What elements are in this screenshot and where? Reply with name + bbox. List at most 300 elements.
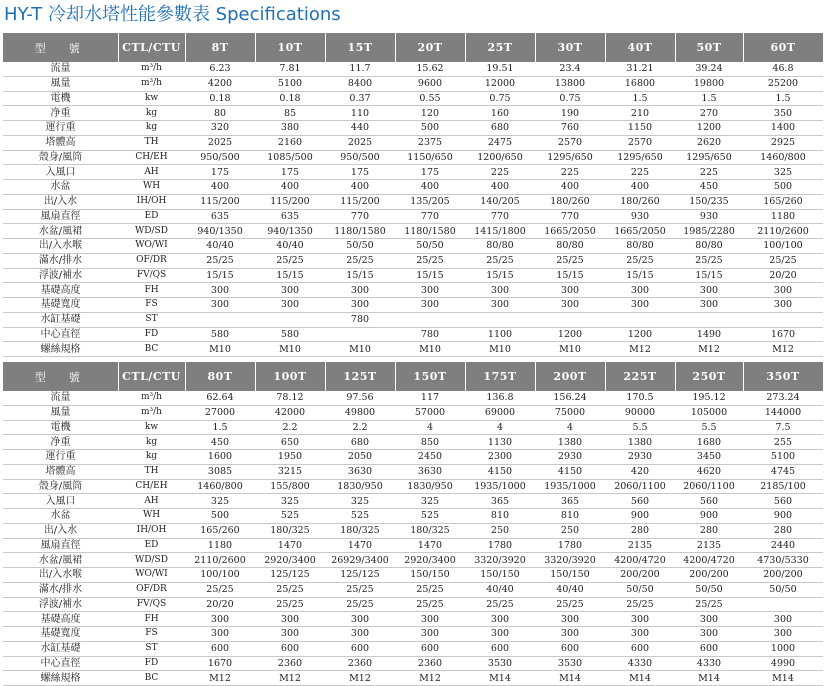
table-cell: 300 (605, 627, 675, 642)
model-column-header: 150T (395, 362, 465, 391)
table-cell: 110 (325, 106, 395, 121)
table-cell: 3530 (535, 656, 605, 671)
table-cell: 1180/1580 (395, 224, 465, 239)
table-cell: 1780 (465, 538, 535, 553)
row-parameter-name: 入風口 (3, 165, 118, 180)
table-cell: 3085 (185, 464, 255, 479)
row-unit-code: FH (118, 612, 185, 627)
row-unit-code: m³/h (118, 391, 185, 405)
table-cell: 300 (185, 298, 255, 313)
table-cell: 125/125 (255, 568, 325, 583)
table-row (3, 523, 823, 538)
table-cell: 160 (465, 106, 535, 121)
table-cell: 4 (395, 420, 465, 435)
table-cell: 155/800 (255, 479, 325, 494)
table-cell: 0.18 (185, 91, 255, 106)
table-cell: 325 (743, 165, 823, 180)
table-cell: 760 (535, 121, 605, 136)
table-cell: 300 (465, 612, 535, 627)
model-column-header: 225T (605, 362, 675, 391)
table-row (3, 76, 823, 91)
table-row (3, 671, 823, 686)
table-cell: 320 (185, 121, 255, 136)
table-cell: 0.18 (255, 91, 325, 106)
table-cell: 25/25 (255, 597, 325, 612)
row-parameter-name: 水缸基礎 (3, 312, 118, 327)
table-cell: 175 (255, 165, 325, 180)
table-cell: M12 (675, 342, 743, 357)
table-cell: 78.12 (255, 391, 325, 405)
table-cell: 600 (675, 641, 743, 656)
table-cell: 25/25 (743, 253, 823, 268)
table-cell: 780 (325, 312, 395, 327)
table-cell: 150/150 (465, 568, 535, 583)
table-cell: M14 (675, 671, 743, 686)
row-parameter-name: 塔體高 (3, 135, 118, 150)
table-row (3, 568, 823, 583)
table-cell: 2060/1100 (675, 479, 743, 494)
table-row (3, 450, 823, 465)
table-cell: 5100 (743, 450, 823, 465)
table-cell: 125/125 (325, 568, 395, 583)
table-cell: M12 (395, 671, 465, 686)
table-cell: 365 (535, 494, 605, 509)
table-cell: 225 (535, 165, 605, 180)
table-cell: M14 (743, 671, 823, 686)
table-cell: 930 (605, 209, 675, 224)
table-row (3, 479, 823, 494)
table-cell: 255 (743, 435, 823, 450)
spec-table-2 (3, 362, 824, 686)
model-column-header: 30T (535, 33, 605, 62)
table-cell: 115/200 (255, 194, 325, 209)
table-cell: 560 (605, 494, 675, 509)
row-parameter-name: 殼身/風筒 (3, 479, 118, 494)
table-cell: 1295/650 (605, 150, 675, 165)
table-cell: 1935/1000 (535, 479, 605, 494)
table-cell: 2110/2600 (743, 224, 823, 239)
table-row (3, 420, 823, 435)
table-cell: 1200/650 (465, 150, 535, 165)
table-cell: 15.62 (395, 62, 465, 76)
table-cell: 120 (395, 106, 465, 121)
table-row (3, 283, 823, 298)
table-cell: 25/25 (185, 582, 255, 597)
table-cell: 300 (185, 283, 255, 298)
row-parameter-name: 螺絲規格 (3, 671, 118, 686)
table-cell: 325 (255, 494, 325, 509)
table-cell: 195.12 (675, 391, 743, 405)
row-parameter-name: 水盆 (3, 509, 118, 524)
table-cell: 25/25 (255, 582, 325, 597)
table-cell (675, 312, 743, 327)
table-cell: 4330 (605, 656, 675, 671)
table-row (3, 612, 823, 627)
row-parameter-name: 塔體高 (3, 464, 118, 479)
table-cell: M12 (255, 671, 325, 686)
table-cell: 2620 (675, 135, 743, 150)
model-column-header: 25T (465, 33, 535, 62)
table-cell: 300 (185, 627, 255, 642)
table-row (3, 327, 823, 342)
row-unit-code: CH/EH (118, 150, 185, 165)
table-cell: 4990 (743, 656, 823, 671)
table-cell: 350 (743, 106, 823, 121)
table-cell: 300 (605, 298, 675, 313)
row-parameter-name: 水盆/風裙 (3, 224, 118, 239)
table-cell: 270 (675, 106, 743, 121)
table-cell: 25/25 (185, 253, 255, 268)
table-cell: 900 (743, 509, 823, 524)
row-parameter-name: 風量 (3, 405, 118, 420)
table-row (3, 135, 823, 150)
table-cell: 190 (535, 106, 605, 121)
table-cell: 1180 (185, 538, 255, 553)
table-cell: 300 (465, 298, 535, 313)
row-unit-code: AH (118, 494, 185, 509)
row-unit-code: WH (118, 180, 185, 195)
table-cell: 300 (325, 298, 395, 313)
table-cell: 1985/2280 (675, 224, 743, 239)
table-cell: 20/20 (743, 268, 823, 283)
row-parameter-name: 中心直徑 (3, 327, 118, 342)
table-cell: 1295/650 (535, 150, 605, 165)
table-cell: 80 (185, 106, 255, 121)
row-unit-code: TH (118, 135, 185, 150)
table-cell: 7.81 (255, 62, 325, 76)
table-cell: 400 (395, 180, 465, 195)
table-cell: 170.5 (605, 391, 675, 405)
table-cell: 770 (465, 209, 535, 224)
table-cell (325, 327, 395, 342)
row-unit-code: OF/DR (118, 582, 185, 597)
table-cell: 25/25 (395, 582, 465, 597)
table-cell: 2920/3400 (255, 553, 325, 568)
table-cell: 810 (465, 509, 535, 524)
row-parameter-name: 基礎寬度 (3, 627, 118, 642)
table-cell: 635 (255, 209, 325, 224)
table-cell: 2360 (325, 656, 395, 671)
table-row (3, 150, 823, 165)
model-column-header: 80T (185, 362, 255, 391)
table-cell: 1295/650 (675, 150, 743, 165)
table-cell: 770 (395, 209, 465, 224)
model-column-header: 50T (675, 33, 743, 62)
table-cell: 650 (255, 435, 325, 450)
row-parameter-name: 電機 (3, 420, 118, 435)
row-unit-code: kw (118, 91, 185, 106)
table-cell (535, 312, 605, 327)
table-cell: 200/200 (605, 568, 675, 583)
table-cell: 1180/1580 (325, 224, 395, 239)
table-cell: 1000 (743, 641, 823, 656)
table-cell: 27000 (185, 405, 255, 420)
table-cell: 300 (605, 283, 675, 298)
row-unit-code: BC (118, 342, 185, 357)
row-unit-code: FS (118, 627, 185, 642)
table-cell: 4745 (743, 464, 823, 479)
model-column-header: 250T (675, 362, 743, 391)
table-cell: 300 (395, 298, 465, 313)
table-cell: 25/25 (535, 597, 605, 612)
row-unit-code: m³/h (118, 62, 185, 76)
row-parameter-name: 浮波/補水 (3, 268, 118, 283)
table-cell: 1.5 (675, 91, 743, 106)
table-cell: 25/25 (325, 253, 395, 268)
table-cell: 2.2 (255, 420, 325, 435)
table-cell: 2930 (535, 450, 605, 465)
table-cell: 4620 (675, 464, 743, 479)
table-cell: 40/40 (185, 239, 255, 254)
table-cell: 23.4 (535, 62, 605, 76)
table-cell: 25/25 (325, 597, 395, 612)
table-cell: 62.64 (185, 391, 255, 405)
row-unit-code: ST (118, 641, 185, 656)
table-cell: 2135 (675, 538, 743, 553)
table-cell (743, 312, 823, 327)
table-cell: 225 (465, 165, 535, 180)
table-cell: 3630 (395, 464, 465, 479)
table-cell: 0.37 (325, 91, 395, 106)
table-cell: 300 (185, 612, 255, 627)
table-cell: 4200 (185, 76, 255, 91)
table-cell: 4200/4720 (605, 553, 675, 568)
row-parameter-name: 風扇直徑 (3, 538, 118, 553)
table-cell: 3320/3920 (465, 553, 535, 568)
table-cell: 1400 (743, 121, 823, 136)
table-cell: 0.55 (395, 91, 465, 106)
table-cell: 300 (255, 298, 325, 313)
table-cell: 2135 (605, 538, 675, 553)
table-cell: 1150 (605, 121, 675, 136)
table-row (3, 298, 823, 313)
row-unit-code: kg (118, 435, 185, 450)
row-unit-code: kw (118, 420, 185, 435)
table-cell: 300 (535, 612, 605, 627)
row-parameter-name: 電機 (3, 91, 118, 106)
table-cell: 325 (395, 494, 465, 509)
table-cell: 300 (325, 612, 395, 627)
table-row (3, 62, 823, 76)
table-cell: 3630 (325, 464, 395, 479)
table-cell (255, 312, 325, 327)
table-cell: 600 (395, 641, 465, 656)
table-cell: 150/150 (395, 568, 465, 583)
table-cell: 1380 (535, 435, 605, 450)
table-cell: 40/40 (465, 582, 535, 597)
row-parameter-name: 浮波/補水 (3, 597, 118, 612)
row-unit-code: m³/h (118, 76, 185, 91)
table-cell: 50/50 (743, 582, 823, 597)
table-cell: 25/25 (325, 582, 395, 597)
table-cell: 1470 (325, 538, 395, 553)
table-cell: 2570 (605, 135, 675, 150)
table-cell: 1950 (255, 450, 325, 465)
table-cell: 635 (185, 209, 255, 224)
spec-table-body (3, 391, 823, 686)
row-unit-code: FH (118, 283, 185, 298)
table-cell: 25200 (743, 76, 823, 91)
table-cell: 100/100 (743, 239, 823, 254)
table-cell: 8400 (325, 76, 395, 91)
table-cell: 225 (675, 165, 743, 180)
table-cell: 1780 (535, 538, 605, 553)
table-cell: 15/15 (535, 268, 605, 283)
table-cell: 13800 (535, 76, 605, 91)
table-cell: 180/325 (255, 523, 325, 538)
table-cell: 2440 (743, 538, 823, 553)
row-unit-code: BC (118, 671, 185, 686)
table-cell: 1200 (605, 327, 675, 342)
table-cell: 600 (255, 641, 325, 656)
row-unit-code: kg (118, 450, 185, 465)
table-cell: 2360 (255, 656, 325, 671)
table-row (3, 597, 823, 612)
table-cell: 1200 (535, 327, 605, 342)
table-cell: 3530 (465, 656, 535, 671)
row-parameter-name: 出/入水喉 (3, 239, 118, 254)
table-cell: 525 (255, 509, 325, 524)
table-cell: 25/25 (395, 597, 465, 612)
table-cell: 1460/800 (743, 150, 823, 165)
table-cell: 11.7 (325, 62, 395, 76)
table-cell: 365 (465, 494, 535, 509)
table-cell: 2925 (743, 135, 823, 150)
table-cell: 1415/1800 (465, 224, 535, 239)
table-cell: 1665/2050 (535, 224, 605, 239)
table-cell: 165/260 (743, 194, 823, 209)
table-cell: 50/50 (605, 582, 675, 597)
table-cell: 2025 (325, 135, 395, 150)
row-unit-code: WD/SD (118, 224, 185, 239)
row-parameter-name: 基礎寬度 (3, 298, 118, 313)
table-cell: 930 (675, 209, 743, 224)
table-cell: 200/200 (675, 568, 743, 583)
table-cell: 940/1350 (185, 224, 255, 239)
table-cell: 1935/1000 (465, 479, 535, 494)
page-title: HY-T 冷却水塔性能參數表 Specifications (4, 4, 341, 25)
row-unit-code: ST (118, 312, 185, 327)
model-column-header: 15T (325, 33, 395, 62)
row-parameter-name: 運行重 (3, 121, 118, 136)
table-cell: 40/40 (255, 239, 325, 254)
table-cell: 300 (535, 298, 605, 313)
row-parameter-name: 基礎高度 (3, 612, 118, 627)
table-row (3, 224, 823, 239)
table-cell: 280 (743, 523, 823, 538)
table-row (3, 391, 823, 405)
table-cell: 25/25 (605, 597, 675, 612)
table-cell: M14 (535, 671, 605, 686)
table-row (3, 180, 823, 195)
table-cell: 300 (395, 283, 465, 298)
row-unit-code: AH (118, 165, 185, 180)
table-cell: 1470 (395, 538, 465, 553)
model-header: 型 號 (3, 33, 118, 62)
table-cell: 400 (185, 180, 255, 195)
row-unit-code: m³/h (118, 405, 185, 420)
spec-table-body (3, 62, 823, 357)
table-cell: 300 (325, 283, 395, 298)
row-unit-code: kg (118, 106, 185, 121)
row-parameter-name: 流量 (3, 391, 118, 405)
table-cell: 2060/1100 (605, 479, 675, 494)
table-cell: M12 (605, 342, 675, 357)
row-parameter-name: 出/入水 (3, 194, 118, 209)
table-cell: 3215 (255, 464, 325, 479)
table-cell: 300 (325, 627, 395, 642)
table-cell: 46.8 (743, 62, 823, 76)
table-cell: 300 (743, 627, 823, 642)
table-cell: 600 (185, 641, 255, 656)
table-cell: 300 (395, 612, 465, 627)
row-parameter-name: 水盆/風裙 (3, 553, 118, 568)
table-cell: 6.23 (185, 62, 255, 76)
row-parameter-name: 中心直徑 (3, 656, 118, 671)
row-parameter-name: 净重 (3, 435, 118, 450)
table-cell: 400 (605, 180, 675, 195)
table-cell: 770 (325, 209, 395, 224)
table-row (3, 405, 823, 420)
table-cell: 1665/2050 (605, 224, 675, 239)
table-cell: 2050 (325, 450, 395, 465)
table-cell: 300 (255, 283, 325, 298)
row-unit-code: FV/QS (118, 597, 185, 612)
table-cell: 135/205 (395, 194, 465, 209)
table-cell: 300 (465, 627, 535, 642)
table-cell: 80/80 (465, 239, 535, 254)
row-unit-code: FD (118, 656, 185, 671)
table-cell: 15/15 (255, 268, 325, 283)
table-cell: 560 (743, 494, 823, 509)
table-cell: 85 (255, 106, 325, 121)
table-cell: 225 (605, 165, 675, 180)
table-cell: 165/260 (185, 523, 255, 538)
table-cell: 300 (605, 612, 675, 627)
table-cell: 12000 (465, 76, 535, 91)
table-row (3, 435, 823, 450)
table-cell: 180/260 (535, 194, 605, 209)
table-cell: 280 (605, 523, 675, 538)
model-column-header: 350T (743, 362, 823, 391)
table-cell: 80/80 (535, 239, 605, 254)
table-cell: 50/50 (395, 239, 465, 254)
row-unit-code: OF/DR (118, 253, 185, 268)
row-parameter-name: 净重 (3, 106, 118, 121)
table-cell: 15/15 (675, 268, 743, 283)
row-parameter-name: 運行重 (3, 450, 118, 465)
table-cell: 180/260 (605, 194, 675, 209)
table-cell: 580 (255, 327, 325, 342)
table-cell: 25/25 (675, 597, 743, 612)
table-cell: 4 (465, 420, 535, 435)
table-cell: 1380 (605, 435, 675, 450)
table-cell: 770 (535, 209, 605, 224)
table-cell: 7.5 (743, 420, 823, 435)
table-cell: 9600 (395, 76, 465, 91)
row-unit-code: CH/EH (118, 479, 185, 494)
table-cell: M10 (325, 342, 395, 357)
table-cell: 2110/2600 (185, 553, 255, 568)
model-column-header: 100T (255, 362, 325, 391)
table-cell: 250 (465, 523, 535, 538)
table-cell: 1600 (185, 450, 255, 465)
table-cell: 400 (325, 180, 395, 195)
table-cell: 300 (535, 283, 605, 298)
table-cell: 900 (675, 509, 743, 524)
row-parameter-name: 基礎高度 (3, 283, 118, 298)
table-row (3, 165, 823, 180)
